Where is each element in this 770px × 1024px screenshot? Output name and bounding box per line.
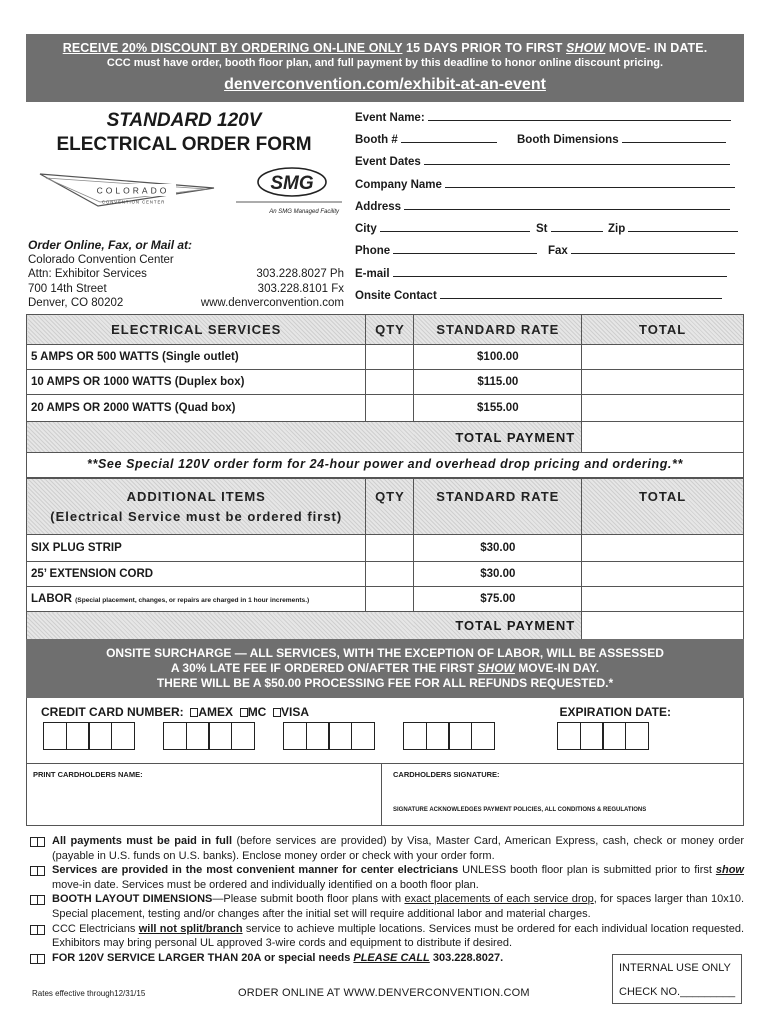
fax-field[interactable]: Fax — [548, 243, 735, 257]
total-input[interactable] — [582, 587, 744, 612]
onsite-contact-field[interactable]: Onsite Contact — [355, 288, 722, 302]
credit-card-section: CREDIT CARD NUMBER: AMEX MC VISA EXPIRATION DATE: — [26, 698, 744, 764]
website-link[interactable]: www.denverconvention.com — [200, 297, 344, 309]
table-row: 5 AMPS OR 500 WATTS (Single outlet) $100.00 — [27, 345, 744, 370]
checkbox-icon — [30, 837, 44, 846]
svg-text:CONVENTION CENTER: CONVENTION CENTER — [102, 199, 166, 205]
svg-text:COLORADO: COLORADO — [96, 185, 170, 196]
banner-url-link[interactable]: denverconvention.com/exhibit-at-an-event — [224, 76, 546, 93]
total-input[interactable] — [582, 345, 744, 370]
card-number-group-1[interactable] — [43, 722, 133, 750]
checkbox-icon — [30, 895, 44, 904]
address-field[interactable]: Address — [355, 199, 730, 213]
term-item: All payments must be paid in full (before services are provided) by Visa, Master Card, American Express, cash, check or money order (payable in U.S. funds on U.S. banks). Enclose money order or check with your order form. — [30, 834, 744, 863]
total-payment-row: TOTAL PAYMENT — [27, 612, 744, 640]
zip-field[interactable]: Zip — [608, 221, 738, 235]
surcharge-notice: ONSITE SURCHARGE — ALL SERVICES, WITH THE EXCEPTION OF LABOR, WILL BE ASSESSED A 30% LATE FEE IF ORDERED ON/AFTER THE FIRST SHOW MOVE-IN DAY. THERE WILL BE A $50.00 PROCESSING FEE FOR ALL REFUNDS REQUESTED.* — [26, 639, 744, 698]
rates-effective-note: Rates effective through12/31/15 — [32, 989, 146, 998]
table-header-row: ELECTRICAL SERVICES QTY STANDARD RATE TOTAL — [27, 315, 744, 345]
electrical-services-table — [26, 314, 744, 453]
qty-input[interactable] — [366, 395, 414, 422]
total-payment-input[interactable] — [582, 612, 744, 640]
visa-checkbox[interactable] — [273, 708, 281, 717]
total-input[interactable] — [582, 562, 744, 587]
table-row: 25’ EXTENSION CORD $30.00 — [27, 562, 744, 587]
special-order-note: **See Special 120V order form for 24-hour power and overhead drop pricing and ordering.** — [26, 452, 744, 478]
qty-input[interactable] — [366, 535, 414, 562]
order-online-footer: ORDER ONLINE AT WWW.DENVERCONVENTION.COM — [238, 987, 530, 999]
state-field[interactable]: St — [536, 221, 603, 235]
cardholder-signature-field[interactable] — [383, 780, 744, 802]
terms-list — [30, 834, 744, 965]
signature-section: PRINT CARDHOLDERS NAME: CARDHOLDERS SIGNATURE: SIGNATURE ACKNOWLEDGES PAYMENT POLICIES, ALL CONDITIONS & REGULATIONS — [26, 764, 744, 826]
table-header-row: ADDITIONAL ITEMS (Electrical Service must be ordered first) QTY STANDARD RATE TOTAL — [27, 479, 744, 535]
total-payment-input[interactable] — [582, 422, 744, 453]
colorado-convention-center-logo — [38, 170, 216, 212]
mc-checkbox[interactable] — [240, 708, 248, 717]
checkbox-icon — [30, 925, 44, 934]
card-number-group-4[interactable] — [403, 722, 493, 750]
table-row: LABOR (Special placement, changes, or repairs are charged in 1 hour increments.) $75.00 — [27, 587, 744, 612]
additional-items-table — [26, 478, 744, 640]
internal-use-box: INTERNAL USE ONLY CHECK NO._________ — [612, 954, 742, 1004]
qty-input[interactable] — [366, 562, 414, 587]
event-dates-field[interactable]: Event Dates — [355, 154, 730, 168]
booth-dimensions-field[interactable]: Booth Dimensions — [517, 132, 726, 146]
order-contact-info: Order Online, Fax, or Mail at: Colorado Convention Center Attn: Exhibitor Services 303.228.8027 Ph 700 14th Street 303.228.8101 Fx Denver, CO 80202 www.denverconvention.com — [28, 238, 344, 309]
booth-number-field[interactable]: Booth # — [355, 132, 497, 146]
card-number-group-3[interactable] — [283, 722, 373, 750]
email-field[interactable]: E-mail — [355, 266, 727, 280]
discount-banner — [26, 34, 744, 102]
table-row: 20 AMPS OR 2000 WATTS (Quad box) $155.00 — [27, 395, 744, 422]
expiration-date-boxes[interactable] — [557, 722, 647, 750]
form-title: STANDARD 120V ELECTRICAL ORDER FORM — [56, 110, 312, 155]
qty-input[interactable] — [366, 370, 414, 395]
term-item: Services are provided in the most convenient manner for center electricians UNLESS booth floor plan is submitted prior to first show move-in date. Services must be ordered and individually identified on a booth floor plan. — [30, 863, 744, 892]
phone-field[interactable]: Phone — [355, 243, 537, 257]
checkbox-icon — [30, 954, 44, 963]
total-input[interactable] — [582, 395, 744, 422]
table-row: 10 AMPS OR 1000 WATTS (Duplex box) $115.00 — [27, 370, 744, 395]
qty-input[interactable] — [366, 587, 414, 612]
total-input[interactable] — [582, 370, 744, 395]
cardholder-signature-label: CARDHOLDERS SIGNATURE: — [393, 770, 500, 779]
expiration-label: EXPIRATION DATE: — [559, 705, 671, 719]
qty-input[interactable] — [366, 345, 414, 370]
smg-logo — [236, 164, 342, 218]
checkbox-icon — [30, 866, 44, 875]
total-input[interactable] — [582, 535, 744, 562]
card-number-group-2[interactable] — [163, 722, 253, 750]
term-item: FOR 120V SERVICE LARGER THAN 20A or special needs PLEASE CALL 303.228.8027. — [30, 951, 744, 966]
svg-text:SMG: SMG — [270, 173, 314, 194]
city-field[interactable]: City — [355, 221, 530, 235]
term-item: BOOTH LAYOUT DIMENSIONS—Please submit booth floor plans with exact placements of each service drop, for spaces larger than 10x10. Special placement, testing and/or changes after the initial set will require additional labor and material charges. — [30, 892, 744, 921]
event-name-field[interactable]: Event Name: — [355, 110, 731, 124]
cardholder-name-field[interactable]: PRINT CARDHOLDERS NAME: — [27, 764, 382, 825]
svg-text:An SMG Managed Facility: An SMG Managed Facility — [269, 209, 339, 215]
banner-line-1: RECEIVE 20% DISCOUNT BY ORDERING ON-LINE ONLY 15 DAYS PRIOR TO FIRST SHOW MOVE- IN DATE. — [62, 41, 708, 55]
term-item: CCC Electricians will not split/branch service to achieve multiple locations. Services must be ordered for each individual location requested. Exhibitors may bring personal UL approved 3-wire cords and equipment to distribute if desired. — [30, 922, 744, 951]
total-payment-row: TOTAL PAYMENT — [27, 422, 744, 453]
banner-line-2: CCC must have order, booth floor plan, and full payment by this deadline to honor online discount pricing. — [106, 57, 664, 69]
company-name-field[interactable]: Company Name — [355, 177, 735, 191]
table-row: SIX PLUG STRIP $30.00 — [27, 535, 744, 562]
